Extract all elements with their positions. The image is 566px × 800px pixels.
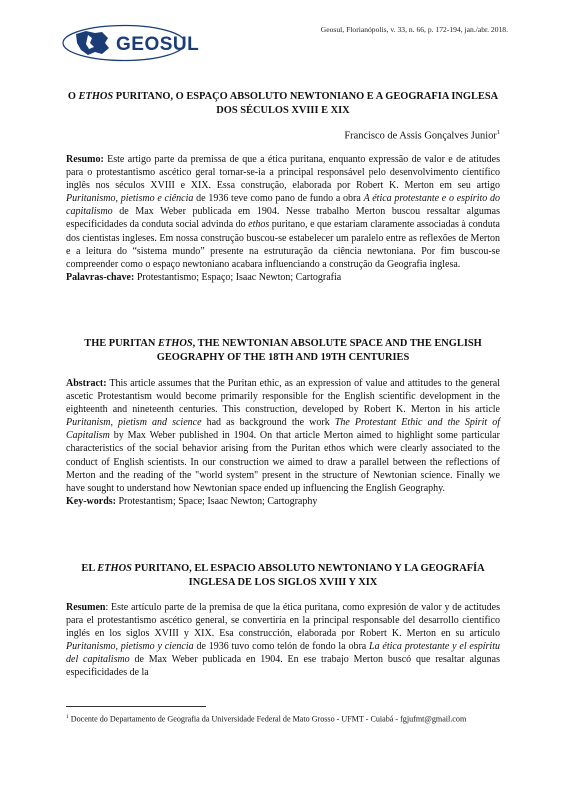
footnote-text: Docente do Departamento de Geografia da Universidade Federal de Mato Grosso - UFMT - Cuiabá - fgjufmt@gmail.com <box>68 714 467 724</box>
abstract-pt <box>66 153 500 284</box>
keywords-en: Key-words: Protestantism; Space; Isaac Newton; Cartography <box>66 495 318 507</box>
abstract-es <box>66 601 500 680</box>
author-footnote-mark: 1 <box>496 129 500 136</box>
journal-reference: Geosul, Florianópolis, v. 33, n. 66, p. 172-194, jan./abr. 2018. <box>320 25 508 34</box>
abstract-en <box>66 377 500 508</box>
article-title-en: THE PURITAN ETHOS, THE NEWTONIAN ABSOLUTE SPACE AND THE ENGLISH GEOGRAPHY OF THE 18TH AND 19TH CENTURIES <box>84 338 482 363</box>
geosul-logo <box>62 24 200 62</box>
resumo-paragraph: Resumo: Este artigo parte da premissa de que a ética puritana, enquanto expressão de valor e de atitudes para o protestantismo ascético geral tornar-se-ia a principal responsável pelo desenvolvimento científico inglês nos séculos XVIII e XIX. Essa construção, elaborada por Robert K. Merton em seu artigo Puritanismo, pietismo e ciência de 1936 teve como pano de fundo a obra A ética protestante e o espírito do capitalismo de Max Weber publicada em 1904. Nesse trabalho Merton buscou ressaltar algumas especificidades da conduta social advinda do ethos puritano, e que estariam claramente associadas à conduta dos cientistas ingleses. Em nossa construção buscou-se estabelecer um paralelo entre as reflexões de Merton e a leitura do “sistema mundo” presente na estruturação da ciência newtoniana. Por fim buscou-se compreender como o espaço newtoniano acabara influenciando a construção da Geografia inglesa. <box>66 154 501 270</box>
author-name: Francisco de Assis Gonçalves Junior <box>344 130 497 142</box>
logo-text: GEOSUL <box>116 34 200 55</box>
resumen-paragraph: Resumen: Este artículo parte de la premisa de que la ética puritana, como expresión de valor y de actitudes para el protestantismo ascético general, se convertiría en la principal responsable del desarrollo científico inglés en los siglos XVIII y XIX. Esa construcción, elaborada por Robert K. Merton en su artículo Puritanismo, pietismo y ciencia de 1936 tuvo como telón de fondo la obra La ética protestante y el espíritu del capitalismo de Max Weber publicada en 1904. En ese trabajo Merton buscó que resaltar algunas especificidades de la <box>66 602 500 679</box>
article-title-pt: O ETHOS PURITANO, O ESPAÇO ABSOLUTO NEWTONIANO E A GEOGRAFIA INGLESA DOS SÉCULOS XVIII E XIX <box>67 91 499 116</box>
article-title-es: EL ETHOS PURITANO, EL ESPACIO ABSOLUTO NEWTONIANO Y LA GEOGRAFÍA INGLESA DE LOS SIGLOS XVIII Y XIX <box>81 563 485 588</box>
abstract-paragraph: Abstract: This article assumes that the Puritan ethic, as an expression of value and attitudes to the general ascetic Protestantism would become primarily responsible for the English scientific development in the eighteenth and nineteenth centuries. This construction, developed by Robert K. Merton in his article Puritanism, pietism and science had as background the work The Protestant Ethic and the Spirit of Capitalism by Max Weber published in 1904. On that article Merton aimed to highlight some particular characteristics of the social behavior arising from the Puritan ethos which were clearly associated to the conduct of English scientists. In our construction we aimed to draw a parallel between the reflections of Merton and the reading of the "world system" present in the structure of Newtonian science. Finally we have sought to understand how Newtonian space ended up influencing the English Geography. <box>66 378 500 494</box>
footnote-divider <box>66 706 206 707</box>
keywords-pt: Palavras-chave: Protestantismo; Espaço; Isaac Newton; Cartografia <box>66 271 342 283</box>
footnote-mark: 1 <box>66 714 69 720</box>
footnote <box>66 712 500 725</box>
author-line <box>66 129 500 141</box>
